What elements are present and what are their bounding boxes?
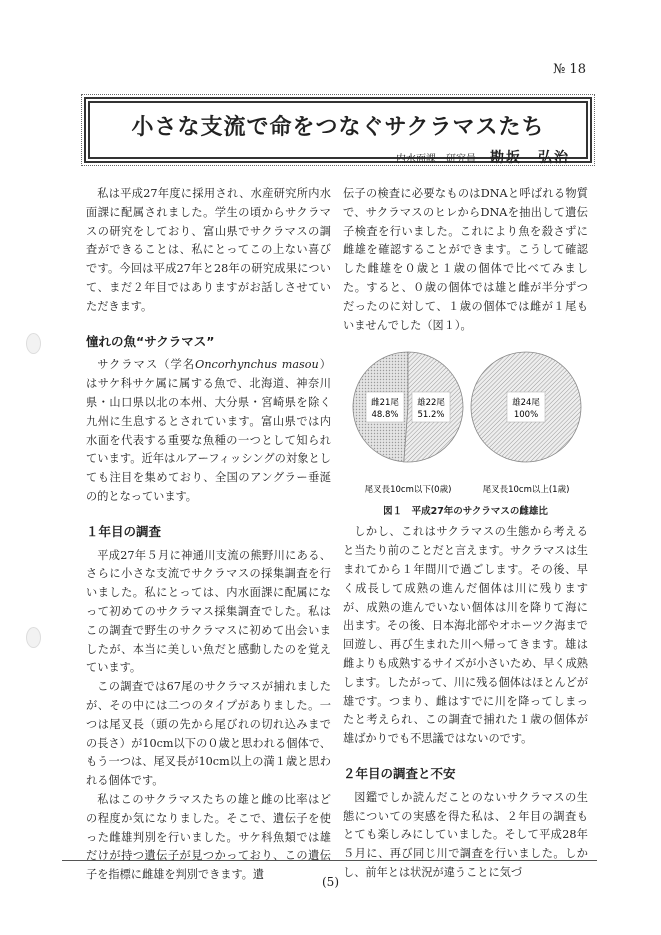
heading-first-year: １年目の調査	[86, 523, 162, 539]
pie-age1-title: 尾叉長10cm以上(1歳)	[482, 485, 570, 496]
punch-hole-top	[26, 333, 41, 354]
author-name: 勘坂 弘治	[490, 150, 570, 166]
author-dept: 内水面課 研究員	[396, 154, 476, 165]
paragraph-first-year-2: この調査では67尾のサクラマスが捕れましたが、その中には二つのタイプがありました。一つは尾叉長（頭の先から尾びれの切れ込みまでの長さ）が10cm以下の０歳と思われる個体で、もう一つは、尾叉長が10cm以上の満１歳と思われる個体です。	[86, 680, 331, 788]
paragraph-first-year-1: 平成27年５月に神通川支流の熊野川にある、さらに小さな支流でサクラマスの採集調査を行いました。私にとっては、内水面課に配属になって初めてのサクラマス採集調査でした。私はこの調査で野生のサクラマスに初めて出会いましたが、本当に美しい魚だと感動したのを覚えています。	[86, 548, 331, 675]
article-title: 小さな支流で命をつなぐサクラマスたち	[131, 114, 545, 140]
figure-caption: 図１ 平成27年のサクラマスの雌雄比	[383, 506, 548, 518]
punch-hole-bottom	[26, 627, 41, 648]
figure-1	[343, 339, 588, 517]
slice-label: 雌21尾	[371, 398, 399, 409]
slice-label: 雄22尾	[417, 398, 445, 409]
paragraph-second-year: 図鑑でしか読んだことのないサクラマスの生態についての実感を得た私は、２年目の調査もとても楽しみにしていました。そして平成28年５月に、再び同じ川で調査を行いました。しかし、前年とは状況が違うことに気づ	[343, 790, 588, 879]
slice-percent: 100%	[513, 410, 539, 421]
pie-charts	[343, 339, 588, 499]
heading-sakuramasu: 憧れの魚“サクラマス”	[86, 333, 215, 349]
slice-label: 雄24尾	[512, 398, 540, 409]
issue-number: № 18	[553, 62, 586, 77]
paragraph-sakuramasu: サクラマス（学名Oncorhynchus masou）はサケ科サケ属に属する魚で、北海道、神奈川県・山口県以北の本州、大分県・宮崎県を除く九州に生息するとされています。富山県では内水面を代表する重要な魚種の一つとして知られています。近年はルアーフィッシングの対象としても注目を集めており、全国のアングラー垂涎の的となっています。	[86, 358, 331, 503]
left-column	[86, 185, 331, 885]
footer-rule	[62, 860, 597, 861]
right-column	[343, 185, 588, 883]
title-box	[84, 97, 592, 166]
pie-age0-title: 尾叉長10cm以下(0歳)	[364, 485, 452, 496]
pie-age0	[353, 352, 463, 462]
paragraph-ecology: しかし、これはサクラマスの生態から考えると当たり前のことだと言えます。サクラマスは生まれてから１年間川で過ごします。その後、早く成長して成熟の進んだ個体は川に残りますが、成熟の進んでいない個体は川を降りて海に出ます。その後、日本海北部やオホーツク海まで回遊し、再び生まれた川へ帰ってきます。雄は雌よりも成熟するサイズが小さいため、早く成熟します。したがって、川に残る個体はほとんどが雄です。つまり、雌はすでに川を降ってしまったと考えられ、この調査で捕れた１歳の個体が雄ばかりでも不思議ではないのです。	[343, 525, 589, 746]
slice-percent: 51.2%	[417, 410, 445, 421]
author-line	[396, 147, 570, 167]
intro-paragraph: 私は平成27年度に採用され、水産研究所内水面課に配属されました。学生の頃からサクラマスの研究をしており、富山県でサクラマスの調査ができることは、私にとってこの上ない喜びです。今回は平成27年と28年の研究成果について、まだ２年目ではありますがお話しさせていただきます。	[86, 187, 331, 313]
paragraph-first-year-3: 私はこのサクラマスたちの雄と雌の比率はどの程度か気になりました。そこで、遺伝子を使った雌雄判別を行いました。サケ科魚類では雄だけが持つ遺伝子が見つかっており、この遺伝子を指標に雌雄を判別できます。遺	[86, 792, 331, 882]
page-number: (5)	[322, 875, 339, 889]
heading-second-year: ２年目の調査と不安	[343, 765, 456, 781]
slice-percent: 48.8%	[371, 410, 399, 421]
paragraph-dna: 伝子の検査に必要なものはDNAと呼ばれる物質で、サクラマスのヒレからDNAを抽出して遺伝子検査を行いました。これにより魚を殺さずに雌雄を確認することができます。こうして確認した雌雄を０歳と１歳の個体で比べてみました。すると、０歳の個体では雄と雌が半分ずつだったのに対して、１歳の個体では雌が１尾もいませんでした（図１）。	[343, 187, 588, 332]
pie-age1	[471, 352, 581, 462]
